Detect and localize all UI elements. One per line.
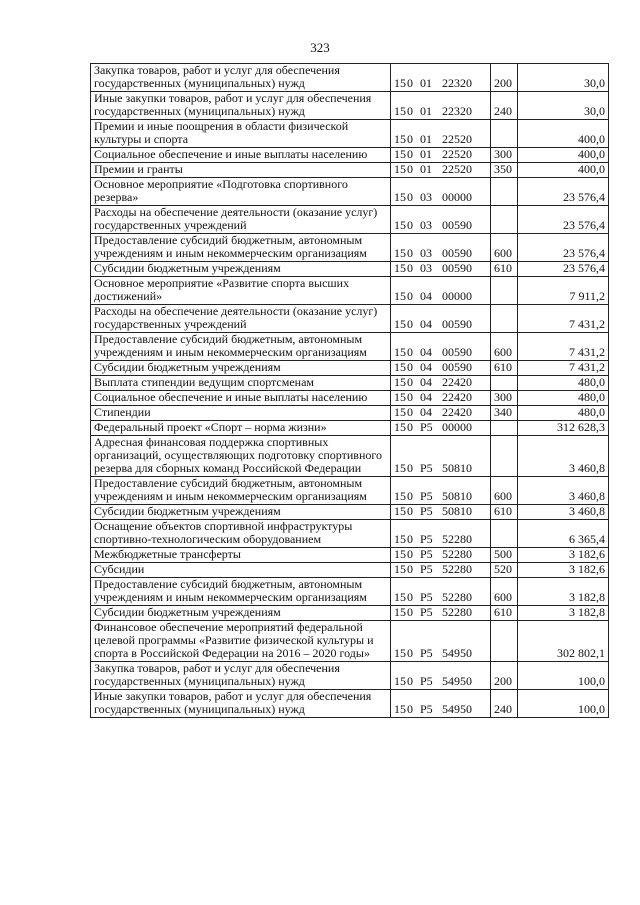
code-part: 15 <box>394 547 406 561</box>
code-part: 0 <box>407 289 413 303</box>
code-part: 0 <box>407 162 413 176</box>
code-part: 0 <box>407 147 413 161</box>
code-part: 00590 <box>442 360 472 374</box>
row-expense-type: 240 <box>491 690 518 718</box>
row-name: Премии и гранты <box>91 163 391 178</box>
row-expense-type <box>491 206 518 234</box>
table-row <box>91 505 609 520</box>
code-part: 15 <box>394 390 406 404</box>
code-part: 15 <box>394 461 406 475</box>
row-sum: 23 576,4 <box>518 206 609 234</box>
table-row <box>91 305 609 333</box>
row-code <box>391 178 491 206</box>
table-row <box>91 391 609 406</box>
table-row <box>91 606 609 621</box>
row-code <box>391 64 491 92</box>
code-part: 15 <box>394 317 406 331</box>
code-part: 15 <box>394 504 406 518</box>
row-sum: 30,0 <box>518 92 609 120</box>
code-part: P5 <box>420 504 433 518</box>
row-sum: 7 431,2 <box>518 333 609 361</box>
row-code <box>391 505 491 520</box>
code-part: 00590 <box>442 261 472 275</box>
row-name: Иные закупки товаров, работ и услуг для обеспечения государственных (муниципальных) нужд <box>91 690 391 718</box>
row-name: Субсидии бюджетным учреждениям <box>91 361 391 376</box>
row-sum: 3 182,8 <box>518 606 609 621</box>
code-part: 03 <box>420 246 432 260</box>
code-part: P5 <box>420 674 433 688</box>
row-name: Субсидии бюджетным учреждениям <box>91 262 391 277</box>
row-sum: 3 460,8 <box>518 477 609 505</box>
row-name: Социальное обеспечение и иные выплаты населению <box>91 148 391 163</box>
code-part: 0 <box>407 104 413 118</box>
code-part: 15 <box>394 147 406 161</box>
row-code <box>391 477 491 505</box>
row-code <box>391 206 491 234</box>
code-part: 0 <box>407 420 413 434</box>
code-part: P5 <box>420 532 433 546</box>
row-code <box>391 92 491 120</box>
row-expense-type <box>491 376 518 391</box>
code-part: 0 <box>407 360 413 374</box>
row-name: Субсидии бюджетным учреждениям <box>91 505 391 520</box>
row-expense-type <box>491 436 518 477</box>
table-row <box>91 361 609 376</box>
row-name: Расходы на обеспечение деятельности (оказание услуг) государственных учреждений <box>91 305 391 333</box>
row-code <box>391 376 491 391</box>
row-name: Предоставление субсидий бюджетным, автономным учреждениям и иным некоммерческим организациям <box>91 477 391 505</box>
row-sum: 23 576,4 <box>518 178 609 206</box>
code-part: P5 <box>420 702 433 716</box>
row-expense-type <box>491 305 518 333</box>
code-part: 01 <box>420 147 432 161</box>
row-expense-type: 520 <box>491 563 518 578</box>
row-name: Закупка товаров, работ и услуг для обеспечения государственных (муниципальных) нужд <box>91 64 391 92</box>
code-part: 22420 <box>442 375 472 389</box>
row-sum: 7 431,2 <box>518 361 609 376</box>
code-part: 0 <box>407 489 413 503</box>
code-part: 15 <box>394 162 406 176</box>
row-name: Предоставление субсидий бюджетным, автономным учреждениям и иным некоммерческим организациям <box>91 578 391 606</box>
row-sum: 3 182,6 <box>518 563 609 578</box>
row-name: Субсидии бюджетным учреждениям <box>91 606 391 621</box>
code-part: 22520 <box>442 132 472 146</box>
row-expense-type <box>491 277 518 305</box>
code-part: 0 <box>407 246 413 260</box>
code-part: 15 <box>394 674 406 688</box>
row-code <box>391 391 491 406</box>
row-expense-type: 350 <box>491 163 518 178</box>
code-part: 01 <box>420 162 432 176</box>
code-part: 52280 <box>442 605 472 619</box>
row-sum: 23 576,4 <box>518 262 609 277</box>
row-expense-type <box>491 520 518 548</box>
row-name: Стипендии <box>91 406 391 421</box>
row-name: Адресная финансовая поддержка спортивных организаций, осуществляющих подготовку спортивного резерва для сборных команд Российской Федерации <box>91 436 391 477</box>
row-code <box>391 548 491 563</box>
code-part: 52280 <box>442 562 472 576</box>
code-part: 03 <box>420 218 432 232</box>
row-expense-type: 600 <box>491 333 518 361</box>
table-row <box>91 64 609 92</box>
row-sum: 3 460,8 <box>518 436 609 477</box>
row-sum: 7 911,2 <box>518 277 609 305</box>
row-name: Расходы на обеспечение деятельности (оказание услуг) государственных учреждений <box>91 206 391 234</box>
row-expense-type: 600 <box>491 234 518 262</box>
code-part: 04 <box>420 345 432 359</box>
table-row <box>91 206 609 234</box>
code-part: 22520 <box>442 147 472 161</box>
code-part: 04 <box>420 390 432 404</box>
code-part: 0 <box>407 590 413 604</box>
row-expense-type: 610 <box>491 361 518 376</box>
row-sum: 302 802,1 <box>518 621 609 662</box>
row-code <box>391 148 491 163</box>
row-code <box>391 163 491 178</box>
row-expense-type: 300 <box>491 148 518 163</box>
row-expense-type: 240 <box>491 92 518 120</box>
code-part: P5 <box>420 605 433 619</box>
code-part: 00590 <box>442 246 472 260</box>
code-part: 0 <box>407 132 413 146</box>
code-part: 04 <box>420 360 432 374</box>
code-part: 01 <box>420 104 432 118</box>
row-code <box>391 662 491 690</box>
table-row <box>91 376 609 391</box>
code-part: 50810 <box>442 489 472 503</box>
table-row <box>91 548 609 563</box>
code-part: 00000 <box>442 420 472 434</box>
row-code <box>391 520 491 548</box>
row-name: Выплата стипендии ведущим спортсменам <box>91 376 391 391</box>
table-row <box>91 234 609 262</box>
code-part: 03 <box>420 261 432 275</box>
row-expense-type <box>491 421 518 436</box>
row-expense-type: 610 <box>491 262 518 277</box>
row-sum: 6 365,4 <box>518 520 609 548</box>
table-row <box>91 578 609 606</box>
code-part: 04 <box>420 405 432 419</box>
code-part: 15 <box>394 702 406 716</box>
code-part: 15 <box>394 405 406 419</box>
row-expense-type <box>491 120 518 148</box>
table-row <box>91 520 609 548</box>
code-part: 22320 <box>442 104 472 118</box>
code-part: 15 <box>394 375 406 389</box>
row-expense-type: 200 <box>491 64 518 92</box>
row-name: Социальное обеспечение и иные выплаты населению <box>91 391 391 406</box>
row-expense-type: 500 <box>491 548 518 563</box>
code-part: 22520 <box>442 162 472 176</box>
code-part: 22420 <box>442 390 472 404</box>
code-part: 22420 <box>442 405 472 419</box>
row-sum: 100,0 <box>518 690 609 718</box>
code-part: 0 <box>407 345 413 359</box>
budget-table-body <box>91 64 609 718</box>
code-part: 52280 <box>442 532 472 546</box>
row-code <box>391 421 491 436</box>
table-row <box>91 436 609 477</box>
row-expense-type <box>491 178 518 206</box>
code-part: 04 <box>420 375 432 389</box>
row-expense-type: 340 <box>491 406 518 421</box>
row-sum: 480,0 <box>518 406 609 421</box>
row-name: Иные закупки товаров, работ и услуг для обеспечения государственных (муниципальных) нужд <box>91 92 391 120</box>
code-part: 50810 <box>442 504 472 518</box>
code-part: 0 <box>407 317 413 331</box>
row-code <box>391 406 491 421</box>
code-part: 0 <box>407 674 413 688</box>
row-sum: 3 182,6 <box>518 548 609 563</box>
table-row <box>91 148 609 163</box>
code-part: P5 <box>420 489 433 503</box>
table-row <box>91 120 609 148</box>
row-sum: 100,0 <box>518 662 609 690</box>
code-part: 0 <box>407 504 413 518</box>
row-code <box>391 361 491 376</box>
code-part: 52280 <box>442 590 472 604</box>
code-part: 0 <box>407 461 413 475</box>
code-part: 54950 <box>442 702 472 716</box>
code-part: 01 <box>420 76 432 90</box>
row-code <box>391 436 491 477</box>
code-part: P5 <box>420 461 433 475</box>
row-code <box>391 621 491 662</box>
code-part: 0 <box>407 405 413 419</box>
row-sum: 400,0 <box>518 163 609 178</box>
code-part: 0 <box>407 218 413 232</box>
row-expense-type <box>491 621 518 662</box>
code-part: 0 <box>407 76 413 90</box>
code-part: P5 <box>420 590 433 604</box>
table-row <box>91 262 609 277</box>
code-part: 50810 <box>442 461 472 475</box>
code-part: 54950 <box>442 646 472 660</box>
code-part: P5 <box>420 646 433 660</box>
row-expense-type: 300 <box>491 391 518 406</box>
row-name: Основное мероприятие «Подготовка спортивного резерва» <box>91 178 391 206</box>
code-part: 01 <box>420 132 432 146</box>
row-name: Закупка товаров, работ и услуг для обеспечения государственных (муниципальных) нужд <box>91 662 391 690</box>
row-code <box>391 578 491 606</box>
row-name: Субсидии <box>91 563 391 578</box>
row-sum: 30,0 <box>518 64 609 92</box>
code-part: 00590 <box>442 317 472 331</box>
code-part: 0 <box>407 605 413 619</box>
table-row <box>91 277 609 305</box>
code-part: P5 <box>420 420 433 434</box>
code-part: 15 <box>394 489 406 503</box>
table-row <box>91 406 609 421</box>
row-code <box>391 690 491 718</box>
code-part: 00000 <box>442 190 472 204</box>
code-part: 15 <box>394 605 406 619</box>
row-name: Оснащение объектов спортивной инфраструктуры спортивно-технологическим оборудованием <box>91 520 391 548</box>
row-expense-type: 610 <box>491 606 518 621</box>
table-row <box>91 621 609 662</box>
row-sum: 312 628,3 <box>518 421 609 436</box>
table-row <box>91 477 609 505</box>
code-part: 0 <box>407 390 413 404</box>
code-part: 15 <box>394 532 406 546</box>
code-part: 52280 <box>442 547 472 561</box>
code-part: 15 <box>394 420 406 434</box>
code-part: P5 <box>420 562 433 576</box>
code-part: 15 <box>394 246 406 260</box>
code-part: 15 <box>394 132 406 146</box>
row-sum: 7 431,2 <box>518 305 609 333</box>
row-expense-type: 610 <box>491 505 518 520</box>
code-part: 0 <box>407 261 413 275</box>
code-part: 15 <box>394 76 406 90</box>
code-part: 15 <box>394 261 406 275</box>
code-part: 15 <box>394 104 406 118</box>
code-part: 22320 <box>442 76 472 90</box>
row-sum: 23 576,4 <box>518 234 609 262</box>
code-part: 15 <box>394 345 406 359</box>
code-part: 0 <box>407 646 413 660</box>
table-row <box>91 563 609 578</box>
row-code <box>391 277 491 305</box>
row-expense-type: 600 <box>491 578 518 606</box>
code-part: 0 <box>407 190 413 204</box>
page-number: 323 <box>310 40 330 55</box>
code-part: 0 <box>407 532 413 546</box>
code-part: 0 <box>407 375 413 389</box>
row-code <box>391 333 491 361</box>
row-sum: 3 460,8 <box>518 505 609 520</box>
table-row <box>91 333 609 361</box>
table-row <box>91 92 609 120</box>
code-part: 03 <box>420 190 432 204</box>
code-part: 54950 <box>442 674 472 688</box>
code-part: 0 <box>407 702 413 716</box>
code-part: 15 <box>394 646 406 660</box>
row-name: Межбюджетные трансферты <box>91 548 391 563</box>
row-code <box>391 262 491 277</box>
code-part: P5 <box>420 547 433 561</box>
code-part: 00590 <box>442 345 472 359</box>
row-expense-type: 600 <box>491 477 518 505</box>
code-part: 15 <box>394 218 406 232</box>
row-name: Основное мероприятие «Развитие спорта высших достижений» <box>91 277 391 305</box>
code-part: 15 <box>394 289 406 303</box>
code-part: 04 <box>420 317 432 331</box>
row-sum: 400,0 <box>518 120 609 148</box>
row-code <box>391 563 491 578</box>
budget-table <box>90 63 609 718</box>
code-part: 00590 <box>442 218 472 232</box>
table-row <box>91 178 609 206</box>
row-code <box>391 606 491 621</box>
row-name: Финансовое обеспечение мероприятий федеральной целевой программы «Развитие физической культуры и спорта в Российской Федерации на 2016 – 2020 годы» <box>91 621 391 662</box>
row-name: Предоставление субсидий бюджетным, автономным учреждениям и иным некоммерческим организациям <box>91 234 391 262</box>
table-row <box>91 662 609 690</box>
table-row <box>91 163 609 178</box>
code-part: 15 <box>394 360 406 374</box>
row-name: Премии и иные поощрения в области физической культуры и спорта <box>91 120 391 148</box>
code-part: 00000 <box>442 289 472 303</box>
code-part: 15 <box>394 190 406 204</box>
row-expense-type: 200 <box>491 662 518 690</box>
table-row <box>91 421 609 436</box>
row-sum: 480,0 <box>518 391 609 406</box>
row-sum: 480,0 <box>518 376 609 391</box>
row-name: Федеральный проект «Спорт – норма жизни» <box>91 421 391 436</box>
row-sum: 3 182,8 <box>518 578 609 606</box>
code-part: 0 <box>407 562 413 576</box>
row-code <box>391 305 491 333</box>
code-part: 15 <box>394 562 406 576</box>
table-row <box>91 690 609 718</box>
code-part: 0 <box>407 547 413 561</box>
code-part: 15 <box>394 590 406 604</box>
code-part: 04 <box>420 289 432 303</box>
row-code <box>391 120 491 148</box>
row-code <box>391 234 491 262</box>
row-name: Предоставление субсидий бюджетным, автономным учреждениям и иным некоммерческим организациям <box>91 333 391 361</box>
row-sum: 400,0 <box>518 148 609 163</box>
